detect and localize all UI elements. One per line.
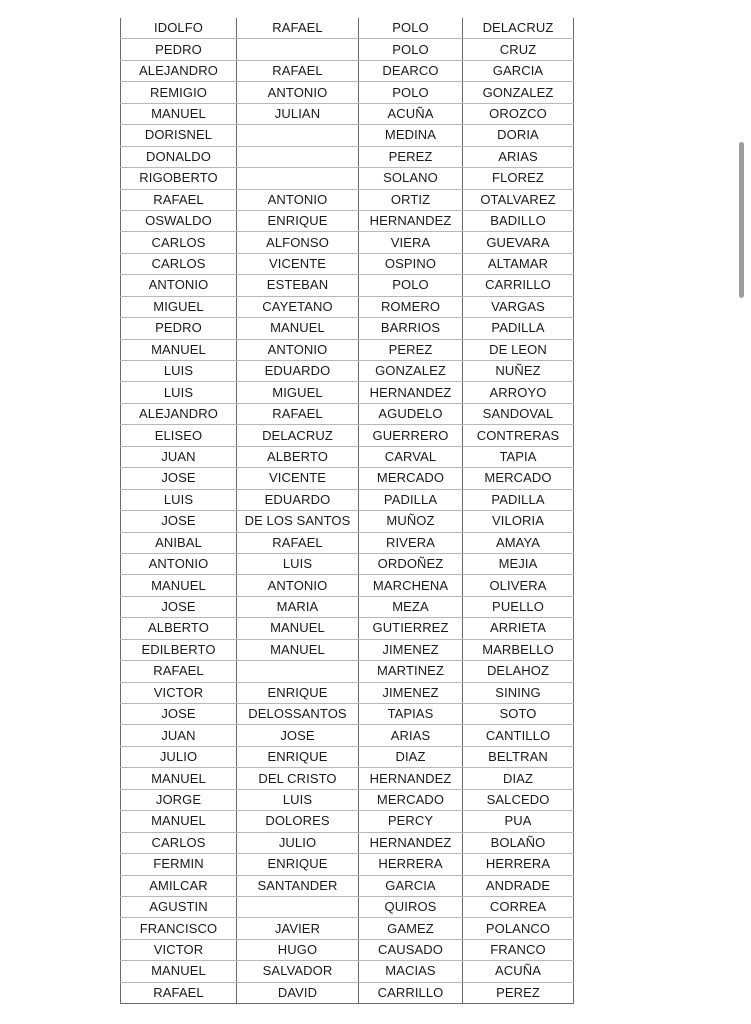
second-name-cell: RAFAEL <box>237 60 359 81</box>
second-surname-cell: MERCADO <box>463 468 574 489</box>
first-surname-cell: MARTINEZ <box>359 661 463 682</box>
first-surname-cell: MARCHENA <box>359 575 463 596</box>
table-row <box>121 746 574 767</box>
names-table <box>120 18 574 1004</box>
first-name-cell: ANIBAL <box>121 532 237 553</box>
table-row <box>121 103 574 124</box>
first-surname-cell: ARIAS <box>359 725 463 746</box>
first-name-cell: MANUEL <box>121 339 237 360</box>
first-name-cell: MANUEL <box>121 961 237 982</box>
first-surname-cell: HERNANDEZ <box>359 210 463 231</box>
first-name-cell: FERMIN <box>121 854 237 875</box>
first-name-cell: OSWALDO <box>121 210 237 231</box>
second-name-cell: JULIO <box>237 832 359 853</box>
first-surname-cell: MEZA <box>359 596 463 617</box>
second-surname-cell: OROZCO <box>463 103 574 124</box>
first-surname-cell: PADILLA <box>359 489 463 510</box>
second-surname-cell: ALTAMAR <box>463 253 574 274</box>
first-name-cell: LUIS <box>121 382 237 403</box>
first-surname-cell: HERRERA <box>359 854 463 875</box>
table-row <box>121 832 574 853</box>
second-name-cell: SALVADOR <box>237 961 359 982</box>
second-surname-cell: PADILLA <box>463 489 574 510</box>
first-surname-cell: MACIAS <box>359 961 463 982</box>
table-row <box>121 339 574 360</box>
second-name-cell: RAFAEL <box>237 532 359 553</box>
second-name-cell: VICENTE <box>237 468 359 489</box>
second-surname-cell: CORREA <box>463 896 574 917</box>
table-row <box>121 446 574 467</box>
second-name-cell: JAVIER <box>237 918 359 939</box>
second-name-cell: DEL CRISTO <box>237 768 359 789</box>
table-row <box>121 382 574 403</box>
second-name-cell: EDUARDO <box>237 361 359 382</box>
second-name-cell: ESTEBAN <box>237 275 359 296</box>
table-row <box>121 361 574 382</box>
table-row <box>121 318 574 339</box>
first-name-cell: MANUEL <box>121 768 237 789</box>
first-name-cell: JOSE <box>121 511 237 532</box>
second-surname-cell: OLIVERA <box>463 575 574 596</box>
table-row <box>121 275 574 296</box>
table-row <box>121 596 574 617</box>
first-name-cell: CARLOS <box>121 253 237 274</box>
first-surname-cell: MERCADO <box>359 789 463 810</box>
first-surname-cell: RIVERA <box>359 532 463 553</box>
second-surname-cell: POLANCO <box>463 918 574 939</box>
first-name-cell: MANUEL <box>121 575 237 596</box>
first-surname-cell: CAUSADO <box>359 939 463 960</box>
second-surname-cell: BADILLO <box>463 210 574 231</box>
first-name-cell: MIGUEL <box>121 296 237 317</box>
table-row <box>121 125 574 146</box>
table-row <box>121 854 574 875</box>
table-row <box>121 982 574 1003</box>
second-surname-cell: CRUZ <box>463 39 574 60</box>
first-name-cell: RAFAEL <box>121 982 237 1003</box>
second-name-cell: SANTANDER <box>237 875 359 896</box>
second-name-cell: JULIAN <box>237 103 359 124</box>
second-name-cell: DELOSSANTOS <box>237 704 359 725</box>
first-surname-cell: GONZALEZ <box>359 361 463 382</box>
first-surname-cell: GARCIA <box>359 875 463 896</box>
second-name-cell: ALBERTO <box>237 446 359 467</box>
table-row <box>121 682 574 703</box>
second-surname-cell: ARROYO <box>463 382 574 403</box>
first-name-cell: LUIS <box>121 361 237 382</box>
table-row <box>121 532 574 553</box>
first-name-cell: ALEJANDRO <box>121 60 237 81</box>
second-name-cell <box>237 661 359 682</box>
table-row <box>121 403 574 424</box>
second-surname-cell: DIAZ <box>463 768 574 789</box>
first-name-cell: VICTOR <box>121 939 237 960</box>
first-name-cell: ANTONIO <box>121 553 237 574</box>
second-name-cell: ANTONIO <box>237 189 359 210</box>
first-name-cell: MANUEL <box>121 103 237 124</box>
table-row <box>121 918 574 939</box>
first-name-cell: DONALDO <box>121 146 237 167</box>
second-surname-cell: GUEVARA <box>463 232 574 253</box>
first-name-cell: DORISNEL <box>121 125 237 146</box>
second-surname-cell: CANTILLO <box>463 725 574 746</box>
first-name-cell: CARLOS <box>121 832 237 853</box>
first-surname-cell: AGUDELO <box>359 403 463 424</box>
first-name-cell: ELISEO <box>121 425 237 446</box>
second-surname-cell: SANDOVAL <box>463 403 574 424</box>
second-name-cell: ALFONSO <box>237 232 359 253</box>
first-surname-cell: QUIROS <box>359 896 463 917</box>
first-surname-cell: ORTIZ <box>359 189 463 210</box>
vertical-scrollbar[interactable] <box>739 142 744 298</box>
first-surname-cell: VIERA <box>359 232 463 253</box>
first-name-cell: JUAN <box>121 446 237 467</box>
first-surname-cell: SOLANO <box>359 168 463 189</box>
first-name-cell: JUAN <box>121 725 237 746</box>
table-row <box>121 575 574 596</box>
second-surname-cell: AMAYA <box>463 532 574 553</box>
second-surname-cell: SOTO <box>463 704 574 725</box>
second-name-cell <box>237 146 359 167</box>
first-name-cell: AMILCAR <box>121 875 237 896</box>
second-name-cell: MANUEL <box>237 639 359 660</box>
first-name-cell: EDILBERTO <box>121 639 237 660</box>
first-surname-cell: MUÑOZ <box>359 511 463 532</box>
second-surname-cell: BELTRAN <box>463 746 574 767</box>
second-name-cell: DE LOS SANTOS <box>237 511 359 532</box>
first-surname-cell: TAPIAS <box>359 704 463 725</box>
table-row <box>121 553 574 574</box>
first-surname-cell: PEREZ <box>359 146 463 167</box>
second-surname-cell: PUA <box>463 811 574 832</box>
first-surname-cell: ACUÑA <box>359 103 463 124</box>
first-surname-cell: PEREZ <box>359 339 463 360</box>
second-surname-cell: ANDRADE <box>463 875 574 896</box>
first-surname-cell: MEDINA <box>359 125 463 146</box>
first-name-cell: IDOLFO <box>121 18 237 39</box>
second-surname-cell: FLOREZ <box>463 168 574 189</box>
table-row <box>121 618 574 639</box>
table-row <box>121 39 574 60</box>
second-surname-cell: PADILLA <box>463 318 574 339</box>
first-name-cell: RAFAEL <box>121 189 237 210</box>
table-row <box>121 82 574 103</box>
second-name-cell: ENRIQUE <box>237 210 359 231</box>
second-surname-cell: CARRILLO <box>463 275 574 296</box>
table-row <box>121 939 574 960</box>
second-name-cell: JOSE <box>237 725 359 746</box>
table-row <box>121 232 574 253</box>
second-name-cell <box>237 168 359 189</box>
second-name-cell: CAYETANO <box>237 296 359 317</box>
table-row <box>121 60 574 81</box>
table-row <box>121 896 574 917</box>
first-name-cell: RIGOBERTO <box>121 168 237 189</box>
second-name-cell: ENRIQUE <box>237 854 359 875</box>
first-surname-cell: POLO <box>359 39 463 60</box>
table-row <box>121 661 574 682</box>
second-surname-cell: PEREZ <box>463 982 574 1003</box>
first-name-cell: ALBERTO <box>121 618 237 639</box>
first-name-cell: JULIO <box>121 746 237 767</box>
table-row <box>121 146 574 167</box>
second-name-cell: MANUEL <box>237 618 359 639</box>
second-surname-cell: MARBELLO <box>463 639 574 660</box>
first-surname-cell: GUERRERO <box>359 425 463 446</box>
first-name-cell: ANTONIO <box>121 275 237 296</box>
first-surname-cell: JIMENEZ <box>359 682 463 703</box>
first-surname-cell: ROMERO <box>359 296 463 317</box>
second-name-cell: MARIA <box>237 596 359 617</box>
first-surname-cell: JIMENEZ <box>359 639 463 660</box>
first-name-cell: RAFAEL <box>121 661 237 682</box>
first-name-cell: CARLOS <box>121 232 237 253</box>
second-name-cell: EDUARDO <box>237 489 359 510</box>
second-name-cell: ANTONIO <box>237 82 359 103</box>
second-name-cell: LUIS <box>237 553 359 574</box>
second-surname-cell: SINING <box>463 682 574 703</box>
first-name-cell: REMIGIO <box>121 82 237 103</box>
second-surname-cell: DELACRUZ <box>463 18 574 39</box>
names-table-body <box>121 18 574 1004</box>
second-name-cell: VICENTE <box>237 253 359 274</box>
second-name-cell <box>237 896 359 917</box>
first-surname-cell: PERCY <box>359 811 463 832</box>
first-name-cell: VICTOR <box>121 682 237 703</box>
second-surname-cell: SALCEDO <box>463 789 574 810</box>
second-name-cell: MIGUEL <box>237 382 359 403</box>
second-surname-cell: NUÑEZ <box>463 361 574 382</box>
second-name-cell: ENRIQUE <box>237 746 359 767</box>
table-row <box>121 875 574 896</box>
table-row <box>121 468 574 489</box>
second-surname-cell: PUELLO <box>463 596 574 617</box>
table-row <box>121 489 574 510</box>
first-name-cell: MANUEL <box>121 811 237 832</box>
table-row <box>121 725 574 746</box>
first-surname-cell: GAMEZ <box>359 918 463 939</box>
second-name-cell: DELACRUZ <box>237 425 359 446</box>
second-name-cell: ANTONIO <box>237 575 359 596</box>
first-surname-cell: POLO <box>359 275 463 296</box>
table-row <box>121 961 574 982</box>
first-name-cell: JOSE <box>121 468 237 489</box>
second-surname-cell: TAPIA <box>463 446 574 467</box>
second-name-cell <box>237 39 359 60</box>
second-name-cell: RAFAEL <box>237 403 359 424</box>
table-row <box>121 811 574 832</box>
table-row <box>121 704 574 725</box>
second-surname-cell: BOLAÑO <box>463 832 574 853</box>
first-surname-cell: BARRIOS <box>359 318 463 339</box>
first-name-cell: JOSE <box>121 596 237 617</box>
second-surname-cell: MEJIA <box>463 553 574 574</box>
second-surname-cell: VILORIA <box>463 511 574 532</box>
table-row <box>121 210 574 231</box>
table-row <box>121 789 574 810</box>
first-name-cell: ALEJANDRO <box>121 403 237 424</box>
second-surname-cell: OTALVAREZ <box>463 189 574 210</box>
table-row <box>121 511 574 532</box>
second-surname-cell: CONTRERAS <box>463 425 574 446</box>
second-name-cell <box>237 125 359 146</box>
second-name-cell: MANUEL <box>237 318 359 339</box>
first-name-cell: PEDRO <box>121 318 237 339</box>
second-surname-cell: ARIAS <box>463 146 574 167</box>
second-name-cell: DOLORES <box>237 811 359 832</box>
second-name-cell: ENRIQUE <box>237 682 359 703</box>
first-surname-cell: OSPINO <box>359 253 463 274</box>
first-name-cell: JOSE <box>121 704 237 725</box>
first-surname-cell: DEARCO <box>359 60 463 81</box>
second-name-cell: ANTONIO <box>237 339 359 360</box>
first-surname-cell: POLO <box>359 18 463 39</box>
second-surname-cell: DELAHOZ <box>463 661 574 682</box>
first-surname-cell: POLO <box>359 82 463 103</box>
first-surname-cell: ORDOÑEZ <box>359 553 463 574</box>
second-name-cell: DAVID <box>237 982 359 1003</box>
first-name-cell: LUIS <box>121 489 237 510</box>
second-surname-cell: ACUÑA <box>463 961 574 982</box>
table-row <box>121 425 574 446</box>
first-surname-cell: DIAZ <box>359 746 463 767</box>
first-surname-cell: HERNANDEZ <box>359 768 463 789</box>
second-surname-cell: GARCIA <box>463 60 574 81</box>
first-name-cell: AGUSTIN <box>121 896 237 917</box>
first-surname-cell: GUTIERREZ <box>359 618 463 639</box>
table-row <box>121 18 574 39</box>
second-surname-cell: VARGAS <box>463 296 574 317</box>
second-surname-cell: GONZALEZ <box>463 82 574 103</box>
first-name-cell: PEDRO <box>121 39 237 60</box>
first-surname-cell: CARRILLO <box>359 982 463 1003</box>
second-surname-cell: HERRERA <box>463 854 574 875</box>
table-row <box>121 168 574 189</box>
second-surname-cell: FRANCO <box>463 939 574 960</box>
table-row <box>121 296 574 317</box>
table-row <box>121 189 574 210</box>
second-name-cell: HUGO <box>237 939 359 960</box>
first-name-cell: FRANCISCO <box>121 918 237 939</box>
second-surname-cell: DORIA <box>463 125 574 146</box>
first-surname-cell: HERNANDEZ <box>359 832 463 853</box>
first-surname-cell: MERCADO <box>359 468 463 489</box>
table-row <box>121 253 574 274</box>
table-row <box>121 768 574 789</box>
first-surname-cell: HERNANDEZ <box>359 382 463 403</box>
second-name-cell: RAFAEL <box>237 18 359 39</box>
second-surname-cell: DE LEON <box>463 339 574 360</box>
first-name-cell: JORGE <box>121 789 237 810</box>
table-row <box>121 639 574 660</box>
second-name-cell: LUIS <box>237 789 359 810</box>
first-surname-cell: CARVAL <box>359 446 463 467</box>
second-surname-cell: ARRIETA <box>463 618 574 639</box>
